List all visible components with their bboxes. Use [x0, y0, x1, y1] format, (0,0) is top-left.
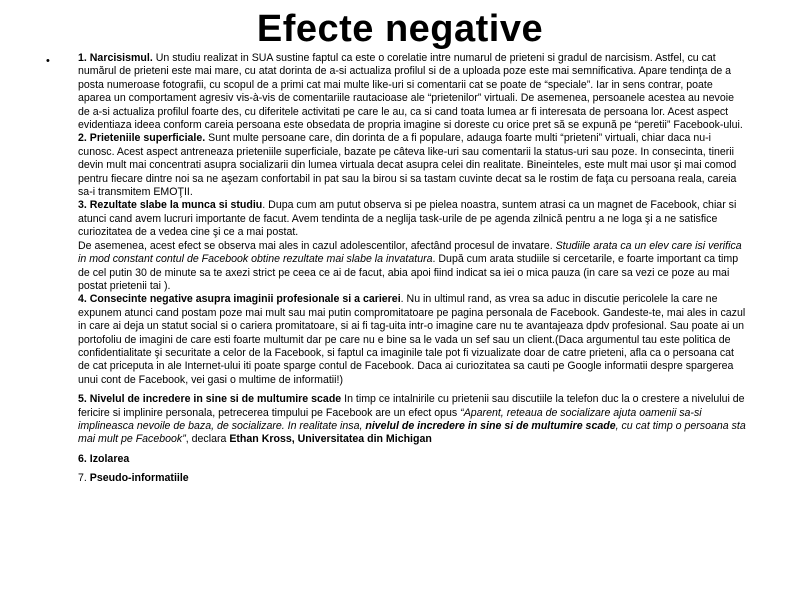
section-heading: 5. Nivelul de incredere in sine si de multumire scade — [78, 393, 342, 406]
section-heading: 6. Izolarea — [78, 452, 130, 465]
section-professional-image — [78, 293, 746, 387]
section-heading: 1. Narcisismul. — [78, 52, 153, 64]
section-text: In timp ce intalnirile cu prietenii sau discutiile la telefon duc la o crestere a nivelului de fericire si implinire personala, petrecerea timpului pe Facebook are un efect opus — [78, 393, 745, 419]
section-heading: 3. Rezultate slabe la munca si studiu — [78, 199, 263, 212]
section-poor-results — [78, 199, 746, 239]
section-text: Sunt multe persoane care, din dorinta de a fi populare, adauga foarte multi “prieteni” virtuali, chiar daca nu-i cunosc. Acest aspect antreneaza prieteniile superficiale, bazate pe câteva like-uri sau comentarii la status-uri sau poze. In consecinta, tinerii devin mult mai concentrati asupra socializarii din lumea virtuala decat asupra celei din realitate. Bineinteles, este mult mai usor şi mai comod pentru fiecare dintre noi sa ne aşezam confortabil in pat sau la birou si sa tastam cuvinte decat sa le rostim de faţa cu persoana reala, careia sa-i transmitem EMOŢII. — [78, 132, 737, 199]
bullet-marker: • — [46, 55, 50, 67]
section-isolation — [78, 453, 746, 466]
section-text: De asemenea, acest efect se observa mai ales in cazul adolescentilor, afectând procesul de invatare. — [78, 239, 556, 252]
section-bold-italic-quote: nivelul de incredere in sine si de multumire scade — [365, 419, 616, 432]
main-content — [78, 52, 746, 486]
section-italic-quote: Studiile arata ca un elev care isi verifica in mod constant contul de Facebook obtine rezultate mai slabe la invatatura — [78, 239, 742, 266]
section-text: . Dupa cum am putut observa si pe pielea noastra, suntem atrasi ca un magnet de Facebook, chiar si atunci cand avem lucruri importante de facut. Avem tendinta de a neglija task-urile de pe agenda zilnică pentru a ne loga şi a ne satisfice curiozitatea de a vedea cine şi ce a mai postat. — [78, 199, 737, 239]
section-author: Ethan Kross, Universitatea din Michigan — [229, 433, 432, 446]
section-heading: Pseudo-informatiile — [89, 472, 189, 485]
section-heading: 2. Prieteniile superficiale. — [78, 132, 206, 145]
section-text: . Nu in ultimul rand, as vrea sa aduc in discutie pericolele la care ne expunem atunci cand postam poze mai mult sau mai putin compromitatoare pe pagina personala de Facebook. Gandeste-te, mai ales in cazul in care ai deja un statut social si o cariera promitatoare, si ai fi tag-uita intr-o imagine care nu te avantajeaza dpdv profesional. Sau poate ai un portofoliu de imagini de care esti foarte multumit dar pe care nu e bine sa le vada un sef sau un client.(Daca argumentul tau este politica de confidentialitate şi securitate a celor de la Facebook, si faptul ca imaginile tale pot fi vizualizate doar de catre prieteni, afla ca o persoana cat de cat priceputa in ale Internet-ului iti poate sparge contul de Facebook. Daca ai curiozitatea sa cauti pe Google informatii despre spargerea unui cont de Facebook, vei gasi o multime de informatii!) — [78, 293, 746, 386]
section-number: 7. — [78, 472, 90, 485]
section-text: . După cum arata studiile si cercetarile, e foarte important ca timp de cel putin 30 de minute sa te axezi strict pe ceea ce ai de facut, abia apoi fiind indicat sa iei o mica pauza (in care sa vezi ce poze au mai postat prietenii tai ). — [78, 253, 739, 292]
section-self-confidence — [78, 393, 746, 447]
section-superficial-friendships — [78, 132, 746, 199]
page-title: Efecte negative — [256, 8, 544, 50]
section-italic-quote: , cu cat timp o persoana sta mai mult pe Facebook” — [78, 419, 746, 446]
section-poor-results-continued — [78, 240, 746, 294]
section-pseudo-information — [78, 472, 746, 485]
section-text: Un studiu realizat in SUA sustine faptul ca este o corelatie intre numarul de prieteni si gradul de narcisism. Astfel, cu cat numărul de prieteni este mai mare, cu atat dorinta de a-si actualiza profilul si de a uploada poze este mai semnificativa. Apare tendinţa de a posta numeroase fotografii, cu scopul de a primi cat mai multe like-uri si comentarii cat se poate de “speciale”. Iar in sens contrar, poate aparea un comportament agresiv vis-à-vis de comentariile rautacioase ale “prietenilor” virtuali. De asemenea, persoanele acestea au nevoie de a-si actualiza profilul foarte des, cu diferitele activitati pe care le au, ca si cand toata lumea ar fi interesata de persoana lor. Acest aspect evidentiaza ideea conform careia persoana este obsedata de propria imagine si doreste cu orice pret să se expună pe “peretii” Facebook-ului. — [78, 52, 743, 132]
section-narcisism — [78, 52, 746, 132]
section-text: , declara — [185, 433, 230, 446]
section-italic-quote: “Aparent, reteaua de socializare ajuta oamenii sa-si implineasca nevoile de baza, de socializare. In realitate insa, — [78, 406, 702, 432]
section-heading: 4. Consecinte negative asupra imaginii profesionale si a carierei — [78, 293, 401, 306]
